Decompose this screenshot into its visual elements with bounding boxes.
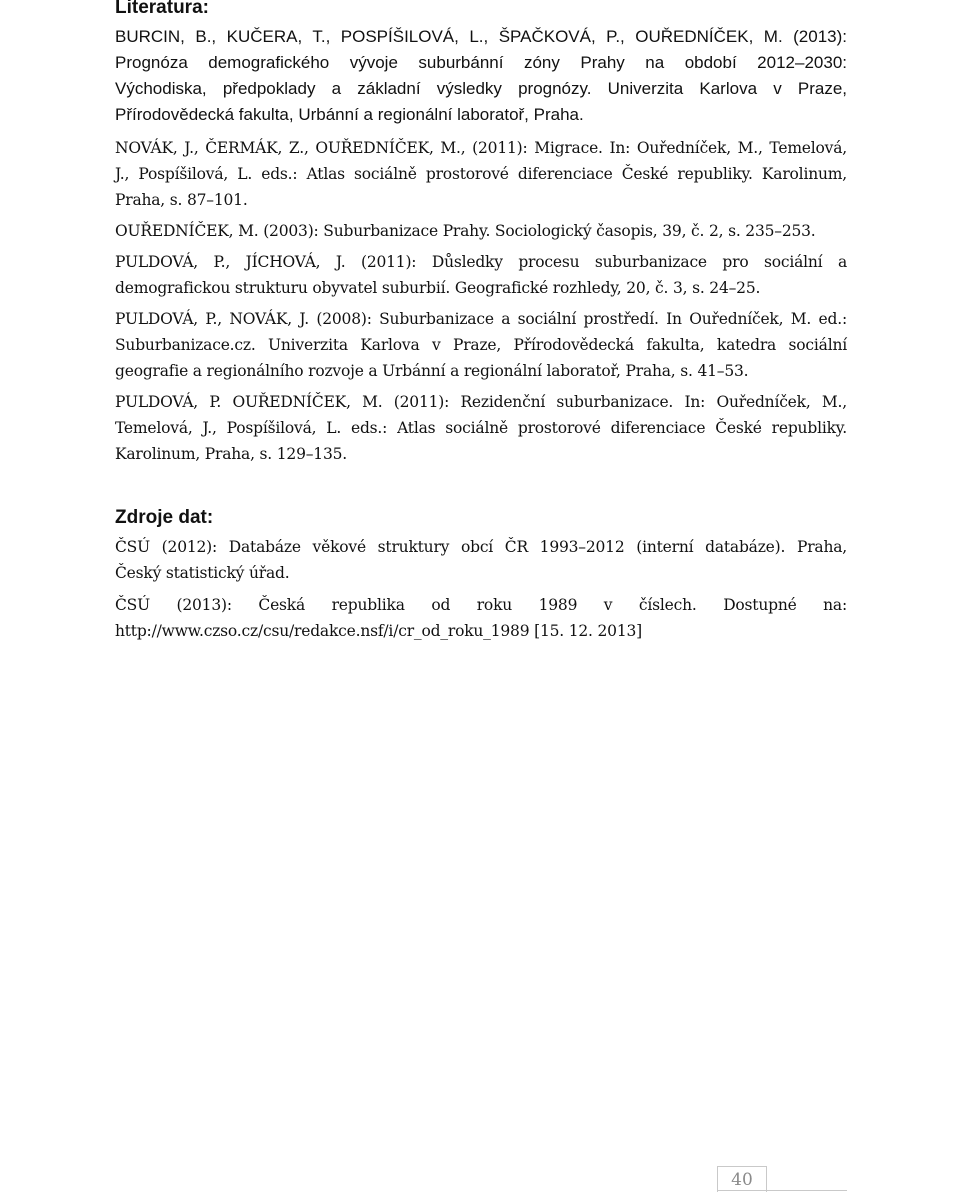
reference-line: Karolinum, Praha, s. 129–135. [115, 445, 348, 463]
reference-line: Východiska, předpoklady a základní výsledky prognózy. Univerzita Karlova v Praze, [115, 79, 847, 98]
reference-line: NOVÁK, J., ČERMÁK, Z., OUŘEDNÍČEK, M., (2011): Migrace. In: Ouředníček, M., Temelová, [115, 139, 847, 157]
reference-line: Temelová, J., Pospíšilová, L. eds.: Atlas sociálně prostorové diferenciace České republiky. [115, 419, 847, 437]
reference-ourednicek-2003 [115, 218, 847, 244]
reference-line: Praha, s. 87–101. [115, 191, 248, 209]
source-url-line: http://www.czso.cz/csu/redakce.nsf/i/cr_od_roku_1989 [15. 12. 2013] [115, 622, 642, 640]
reference-line: geografie a regionálního rozvoje a Urbánní a regionální laboratoř, Praha, s. 41–53. [115, 362, 749, 380]
page-number-frame [717, 1166, 847, 1192]
reference-line: PULDOVÁ, P. OUŘEDNÍČEK, M. (2011): Rezidenční suburbanizace. In: Ouředníček, M., [115, 393, 847, 411]
literatura-heading: Literatura: [115, 0, 209, 18]
source-csu-2012 [115, 534, 847, 586]
page-number: 40 [731, 1170, 753, 1190]
reference-line: ČSÚ (2012): Databáze věkové struktury obcí ČR 1993–2012 (interní databáze). Praha, [115, 538, 847, 556]
reference-puldova-ourednicek-2011 [115, 389, 847, 467]
reference-line: Prognóza demografického vývoje suburbánní zóny Prahy na období 2012–2030: [115, 53, 847, 72]
zdroje-dat-heading: Zdroje dat: [115, 507, 214, 528]
reference-puldova-novak-2008 [115, 306, 847, 384]
reference-burcin-2013 [115, 24, 847, 128]
reference-novak-2011 [115, 135, 847, 213]
reference-line: ČSÚ (2013): Česká republika od roku 1989 v číslech. Dostupné na: [115, 596, 847, 614]
reference-line: PULDOVÁ, P., NOVÁK, J. (2008): Suburbanizace a sociální prostředí. In Ouředníček, M. ed.: [115, 310, 847, 328]
reference-line: BURCIN, B., KUČERA, T., POSPÍŠILOVÁ, L., ŠPAČKOVÁ, P., OUŘEDNÍČEK, M. (2013): [115, 27, 847, 46]
source-csu-2013 [115, 592, 847, 644]
reference-puldova-jichova-2011 [115, 249, 847, 301]
reference-line: Suburbanizace.cz. Univerzita Karlova v Praze, Přírodovědecká fakulta, katedra sociální [115, 336, 847, 354]
reference-line: OUŘEDNÍČEK, M. (2003): Suburbanizace Prahy. Sociologický časopis, 39, č. 2, s. 235–253. [115, 222, 816, 240]
reference-line: Český statistický úřad. [115, 564, 290, 582]
reference-line: Přírodovědecká fakulta, Urbánní a regionální laboratoř, Praha. [115, 105, 584, 124]
reference-line: demografickou strukturu obyvatel suburbií. Geografické rozhledy, 20, č. 3, s. 24–25. [115, 279, 761, 297]
reference-line: PULDOVÁ, P., JÍCHOVÁ, J. (2011): Důsledky procesu suburbanizace pro sociální a [115, 253, 847, 271]
reference-line: J., Pospíšilová, L. eds.: Atlas sociálně prostorové diferenciace České republiky. Karolinum, [115, 165, 847, 183]
